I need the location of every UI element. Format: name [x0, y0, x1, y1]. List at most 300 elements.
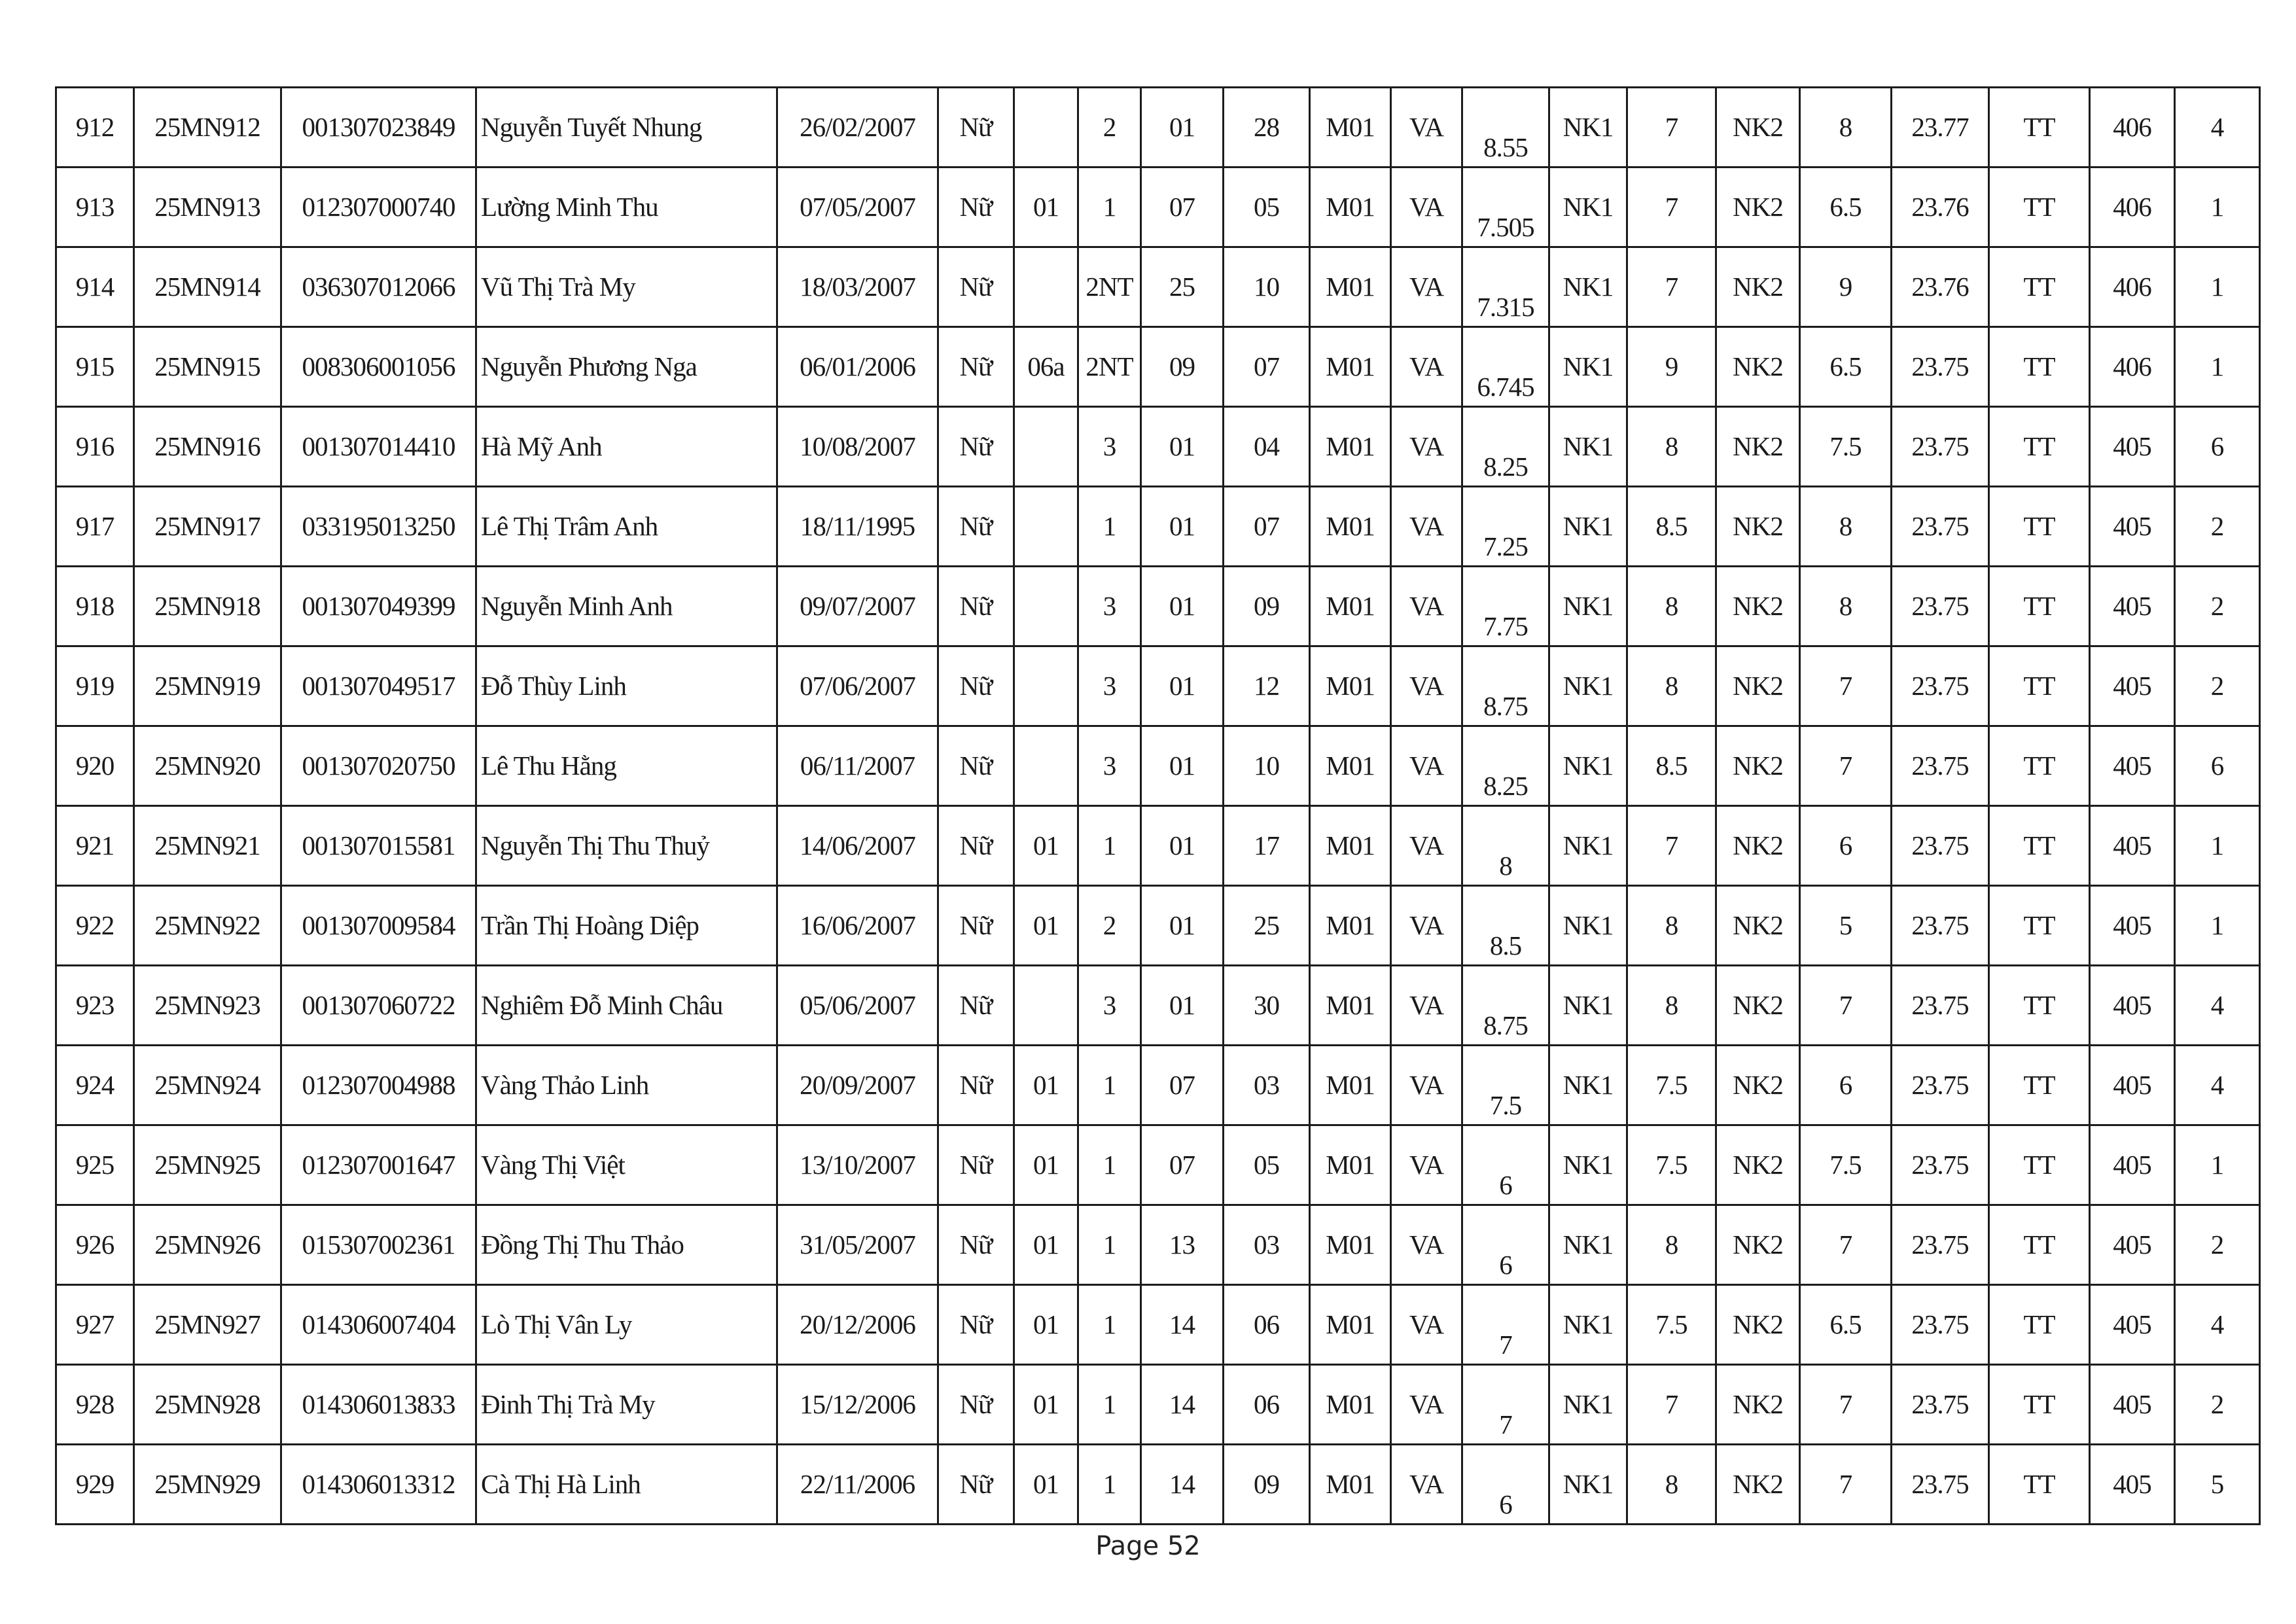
- cell-stt: 914: [56, 247, 134, 327]
- cell-gender: Nữ: [938, 1365, 1014, 1445]
- cell-gender: Nữ: [938, 806, 1014, 886]
- cell-full-name: Nguyễn Thị Thu Thuỷ: [476, 806, 777, 886]
- cell-subject-3-score: 8: [1800, 567, 1892, 646]
- cell-province-code: 14: [1141, 1365, 1224, 1445]
- cell-subject-2-score: 9: [1627, 327, 1716, 407]
- cell-priority-group: 01: [1014, 1205, 1078, 1285]
- cell-full-name: Vàng Thảo Linh: [476, 1046, 777, 1125]
- cell-subject-2-score: 7: [1627, 806, 1716, 886]
- cell-province-code: 01: [1141, 407, 1224, 487]
- cell-region: 1: [1078, 1445, 1141, 1525]
- cell-priority-group: [1014, 247, 1078, 327]
- cell-status: TT: [1989, 646, 2090, 726]
- cell-district-code: 06: [1224, 1285, 1310, 1365]
- cell-stt: 919: [56, 646, 134, 726]
- cell-subject-1-score: 8.55: [1462, 88, 1549, 168]
- cell-school-code: 405: [2090, 1365, 2175, 1445]
- cell-subject-1: VA: [1391, 247, 1462, 327]
- cell-total-score: 23.75: [1892, 886, 1989, 966]
- cell-candidate-code: 25MN921: [134, 806, 281, 886]
- cell-province-code: 14: [1141, 1285, 1224, 1365]
- table-row: [56, 407, 2260, 487]
- cell-subject-2-score: 7: [1627, 88, 1716, 168]
- cell-subject-1-score: 6.745: [1462, 327, 1549, 407]
- cell-subject-combo: M01: [1310, 88, 1391, 168]
- cell-subject-3: NK2: [1716, 1285, 1800, 1365]
- table-row: [56, 966, 2260, 1046]
- cell-subject-2-score: 8.5: [1627, 487, 1716, 567]
- cell-subject-1-score: 8.25: [1462, 726, 1549, 806]
- cell-full-name: Hà Mỹ Anh: [476, 407, 777, 487]
- cell-birth-date: 09/07/2007: [777, 567, 938, 646]
- cell-subject-2-score: 8: [1627, 966, 1716, 1046]
- cell-status: TT: [1989, 567, 2090, 646]
- cell-subject-combo: M01: [1310, 1125, 1391, 1205]
- cell-status: TT: [1989, 1125, 2090, 1205]
- cell-total-score: 23.75: [1892, 487, 1989, 567]
- cell-subject-2: NK1: [1549, 806, 1627, 886]
- cell-region: 2: [1078, 886, 1141, 966]
- table-row: [56, 247, 2260, 327]
- cell-region: 1: [1078, 806, 1141, 886]
- cell-full-name: Nguyễn Minh Anh: [476, 567, 777, 646]
- cell-wish-order: 1: [2175, 886, 2260, 966]
- cell-subject-3: NK2: [1716, 1125, 1800, 1205]
- cell-subject-3: NK2: [1716, 1445, 1800, 1525]
- cell-gender: Nữ: [938, 1205, 1014, 1285]
- cell-wish-order: 6: [2175, 407, 2260, 487]
- cell-subject-1: VA: [1391, 726, 1462, 806]
- cell-subject-combo: M01: [1310, 407, 1391, 487]
- cell-school-code: 406: [2090, 247, 2175, 327]
- cell-subject-1: VA: [1391, 966, 1462, 1046]
- cell-subject-3-score: 6.5: [1800, 1285, 1892, 1365]
- cell-priority-group: 01: [1014, 168, 1078, 247]
- cell-district-code: 10: [1224, 726, 1310, 806]
- cell-birth-date: 20/12/2006: [777, 1285, 938, 1365]
- cell-priority-group: [1014, 966, 1078, 1046]
- cell-subject-3: NK2: [1716, 646, 1800, 726]
- cell-gender: Nữ: [938, 168, 1014, 247]
- cell-gender: Nữ: [938, 726, 1014, 806]
- cell-priority-group: [1014, 567, 1078, 646]
- cell-total-score: 23.76: [1892, 247, 1989, 327]
- cell-id-number: 014306007404: [281, 1285, 476, 1365]
- cell-gender: Nữ: [938, 1285, 1014, 1365]
- cell-priority-group: 01: [1014, 1365, 1078, 1445]
- cell-province-code: 01: [1141, 646, 1224, 726]
- cell-wish-order: 2: [2175, 1365, 2260, 1445]
- cell-province-code: 01: [1141, 88, 1224, 168]
- cell-subject-combo: M01: [1310, 567, 1391, 646]
- cell-region: 3: [1078, 646, 1141, 726]
- cell-subject-1: VA: [1391, 806, 1462, 886]
- cell-id-number: 001307049399: [281, 567, 476, 646]
- cell-wish-order: 1: [2175, 1125, 2260, 1205]
- table-row: [56, 88, 2260, 168]
- cell-subject-1: VA: [1391, 567, 1462, 646]
- cell-school-code: 405: [2090, 646, 2175, 726]
- cell-district-code: 05: [1224, 1125, 1310, 1205]
- cell-subject-1: VA: [1391, 1125, 1462, 1205]
- cell-subject-1: VA: [1391, 1365, 1462, 1445]
- cell-full-name: Trần Thị Hoàng Diệp: [476, 886, 777, 966]
- cell-total-score: 23.75: [1892, 1365, 1989, 1445]
- cell-subject-1-score: 6: [1462, 1445, 1549, 1525]
- cell-total-score: 23.75: [1892, 646, 1989, 726]
- cell-district-code: 17: [1224, 806, 1310, 886]
- cell-subject-3: NK2: [1716, 726, 1800, 806]
- cell-region: 3: [1078, 966, 1141, 1046]
- cell-status: TT: [1989, 1365, 2090, 1445]
- table-row: [56, 1125, 2260, 1205]
- cell-province-code: 01: [1141, 726, 1224, 806]
- cell-subject-3-score: 9: [1800, 247, 1892, 327]
- cell-gender: Nữ: [938, 1445, 1014, 1525]
- cell-subject-2-score: 7.5: [1627, 1285, 1716, 1365]
- cell-district-code: 30: [1224, 966, 1310, 1046]
- cell-stt: 912: [56, 88, 134, 168]
- cell-wish-order: 2: [2175, 646, 2260, 726]
- cell-school-code: 405: [2090, 487, 2175, 567]
- cell-birth-date: 07/05/2007: [777, 168, 938, 247]
- cell-full-name: Đinh Thị Trà My: [476, 1365, 777, 1445]
- table-row: [56, 1046, 2260, 1125]
- cell-stt: 929: [56, 1445, 134, 1525]
- cell-gender: Nữ: [938, 646, 1014, 726]
- cell-subject-3: NK2: [1716, 1046, 1800, 1125]
- cell-priority-group: 01: [1014, 1285, 1078, 1365]
- cell-school-code: 405: [2090, 1285, 2175, 1365]
- cell-id-number: 015307002361: [281, 1205, 476, 1285]
- cell-status: TT: [1989, 1445, 2090, 1525]
- cell-candidate-code: 25MN927: [134, 1285, 281, 1365]
- cell-subject-1: VA: [1391, 327, 1462, 407]
- cell-subject-combo: M01: [1310, 886, 1391, 966]
- cell-gender: Nữ: [938, 407, 1014, 487]
- cell-full-name: Vũ Thị Trà My: [476, 247, 777, 327]
- cell-status: TT: [1989, 88, 2090, 168]
- cell-total-score: 23.75: [1892, 1285, 1989, 1365]
- cell-candidate-code: 25MN917: [134, 487, 281, 567]
- cell-subject-3-score: 7: [1800, 726, 1892, 806]
- cell-subject-3-score: 6.5: [1800, 327, 1892, 407]
- cell-district-code: 03: [1224, 1046, 1310, 1125]
- cell-subject-combo: M01: [1310, 247, 1391, 327]
- cell-candidate-code: 25MN913: [134, 168, 281, 247]
- cell-full-name: Đỗ Thùy Linh: [476, 646, 777, 726]
- cell-subject-1: VA: [1391, 88, 1462, 168]
- cell-subject-1-score: 6: [1462, 1205, 1549, 1285]
- cell-total-score: 23.75: [1892, 966, 1989, 1046]
- cell-wish-order: 5: [2175, 1445, 2260, 1525]
- cell-id-number: 012307000740: [281, 168, 476, 247]
- cell-subject-1-score: 8.5: [1462, 886, 1549, 966]
- cell-province-code: 07: [1141, 1125, 1224, 1205]
- cell-birth-date: 26/02/2007: [777, 88, 938, 168]
- cell-subject-3: NK2: [1716, 886, 1800, 966]
- cell-subject-2-score: 8: [1627, 407, 1716, 487]
- cell-subject-1: VA: [1391, 1046, 1462, 1125]
- cell-province-code: 13: [1141, 1205, 1224, 1285]
- cell-subject-1-score: 7.315: [1462, 247, 1549, 327]
- cell-status: TT: [1989, 886, 2090, 966]
- cell-full-name: Nguyễn Phương Nga: [476, 327, 777, 407]
- cell-district-code: 03: [1224, 1205, 1310, 1285]
- cell-gender: Nữ: [938, 966, 1014, 1046]
- cell-wish-order: 2: [2175, 567, 2260, 646]
- cell-region: 1: [1078, 1046, 1141, 1125]
- cell-birth-date: 14/06/2007: [777, 806, 938, 886]
- cell-full-name: Vàng Thị Việt: [476, 1125, 777, 1205]
- cell-subject-2: NK1: [1549, 327, 1627, 407]
- cell-subject-3: NK2: [1716, 567, 1800, 646]
- cell-school-code: 405: [2090, 806, 2175, 886]
- cell-candidate-code: 25MN928: [134, 1365, 281, 1445]
- cell-province-code: 25: [1141, 247, 1224, 327]
- cell-subject-combo: M01: [1310, 1285, 1391, 1365]
- cell-priority-group: [1014, 487, 1078, 567]
- cell-school-code: 406: [2090, 327, 2175, 407]
- cell-subject-1-score: 7.75: [1462, 567, 1549, 646]
- cell-birth-date: 07/06/2007: [777, 646, 938, 726]
- cell-region: 3: [1078, 567, 1141, 646]
- cell-subject-combo: M01: [1310, 806, 1391, 886]
- cell-subject-2: NK1: [1549, 1365, 1627, 1445]
- cell-id-number: 012307001647: [281, 1125, 476, 1205]
- cell-subject-combo: M01: [1310, 1205, 1391, 1285]
- cell-district-code: 04: [1224, 407, 1310, 487]
- cell-priority-group: 06a: [1014, 327, 1078, 407]
- cell-wish-order: 4: [2175, 966, 2260, 1046]
- cell-subject-3: NK2: [1716, 168, 1800, 247]
- cell-school-code: 405: [2090, 1046, 2175, 1125]
- cell-school-code: 405: [2090, 1125, 2175, 1205]
- cell-wish-order: 4: [2175, 1285, 2260, 1365]
- cell-subject-3: NK2: [1716, 88, 1800, 168]
- cell-birth-date: 15/12/2006: [777, 1365, 938, 1445]
- cell-subject-2-score: 7: [1627, 168, 1716, 247]
- cell-subject-2-score: 8: [1627, 1205, 1716, 1285]
- cell-gender: Nữ: [938, 247, 1014, 327]
- cell-full-name: Đồng Thị Thu Thảo: [476, 1205, 777, 1285]
- cell-subject-3-score: 8: [1800, 88, 1892, 168]
- cell-school-code: 405: [2090, 886, 2175, 966]
- cell-subject-2: NK1: [1549, 88, 1627, 168]
- cell-candidate-code: 25MN920: [134, 726, 281, 806]
- table-row: [56, 886, 2260, 966]
- cell-total-score: 23.75: [1892, 1205, 1989, 1285]
- cell-candidate-code: 25MN923: [134, 966, 281, 1046]
- page-number: Page 52: [1095, 1531, 1201, 1561]
- cell-total-score: 23.75: [1892, 726, 1989, 806]
- cell-id-number: 001307049517: [281, 646, 476, 726]
- cell-subject-1-score: 8.75: [1462, 646, 1549, 726]
- cell-stt: 915: [56, 327, 134, 407]
- cell-priority-group: [1014, 726, 1078, 806]
- cell-birth-date: 22/11/2006: [777, 1445, 938, 1525]
- cell-subject-3: NK2: [1716, 966, 1800, 1046]
- cell-priority-group: 01: [1014, 1445, 1078, 1525]
- cell-full-name: Nguyễn Tuyết Nhung: [476, 88, 777, 168]
- cell-candidate-code: 25MN922: [134, 886, 281, 966]
- table-row: [56, 1205, 2260, 1285]
- cell-subject-2: NK1: [1549, 966, 1627, 1046]
- cell-id-number: 001307060722: [281, 966, 476, 1046]
- cell-candidate-code: 25MN925: [134, 1125, 281, 1205]
- cell-region: 1: [1078, 1285, 1141, 1365]
- cell-region: 3: [1078, 407, 1141, 487]
- cell-region: 2NT: [1078, 247, 1141, 327]
- cell-status: TT: [1989, 247, 2090, 327]
- cell-subject-3: NK2: [1716, 487, 1800, 567]
- cell-gender: Nữ: [938, 1046, 1014, 1125]
- cell-stt: 913: [56, 168, 134, 247]
- cell-wish-order: 4: [2175, 88, 2260, 168]
- table-row: [56, 646, 2260, 726]
- cell-id-number: 014306013312: [281, 1445, 476, 1525]
- cell-status: TT: [1989, 806, 2090, 886]
- cell-district-code: 07: [1224, 487, 1310, 567]
- candidate-table: [55, 86, 2261, 1525]
- cell-stt: 928: [56, 1365, 134, 1445]
- cell-id-number: 014306013833: [281, 1365, 476, 1445]
- cell-subject-2: NK1: [1549, 247, 1627, 327]
- cell-status: TT: [1989, 407, 2090, 487]
- cell-subject-2-score: 7: [1627, 247, 1716, 327]
- cell-subject-2: NK1: [1549, 407, 1627, 487]
- cell-gender: Nữ: [938, 886, 1014, 966]
- cell-school-code: 406: [2090, 168, 2175, 247]
- cell-province-code: 07: [1141, 1046, 1224, 1125]
- cell-subject-3: NK2: [1716, 247, 1800, 327]
- cell-subject-3-score: 6.5: [1800, 168, 1892, 247]
- cell-district-code: 06: [1224, 1365, 1310, 1445]
- cell-subject-combo: M01: [1310, 966, 1391, 1046]
- cell-subject-3-score: 6: [1800, 1046, 1892, 1125]
- cell-birth-date: 06/11/2007: [777, 726, 938, 806]
- cell-subject-1-score: 7.5: [1462, 1046, 1549, 1125]
- cell-region: 1: [1078, 1205, 1141, 1285]
- cell-total-score: 23.75: [1892, 407, 1989, 487]
- cell-subject-3-score: 5: [1800, 886, 1892, 966]
- cell-district-code: 28: [1224, 88, 1310, 168]
- cell-subject-2: NK1: [1549, 1445, 1627, 1525]
- cell-priority-group: 01: [1014, 806, 1078, 886]
- cell-total-score: 23.75: [1892, 567, 1989, 646]
- cell-subject-2: NK1: [1549, 1125, 1627, 1205]
- cell-province-code: 07: [1141, 168, 1224, 247]
- cell-wish-order: 2: [2175, 487, 2260, 567]
- cell-priority-group: [1014, 646, 1078, 726]
- cell-total-score: 23.75: [1892, 1445, 1989, 1525]
- cell-stt: 920: [56, 726, 134, 806]
- cell-subject-3-score: 8: [1800, 487, 1892, 567]
- cell-subject-1-score: 7.25: [1462, 487, 1549, 567]
- cell-subject-1: VA: [1391, 886, 1462, 966]
- cell-region: 2NT: [1078, 327, 1141, 407]
- cell-subject-combo: M01: [1310, 168, 1391, 247]
- cell-subject-combo: M01: [1310, 1046, 1391, 1125]
- cell-district-code: 07: [1224, 327, 1310, 407]
- cell-total-score: 23.75: [1892, 806, 1989, 886]
- cell-subject-combo: M01: [1310, 1445, 1391, 1525]
- cell-wish-order: 2: [2175, 1205, 2260, 1285]
- cell-region: 3: [1078, 726, 1141, 806]
- cell-subject-3: NK2: [1716, 1205, 1800, 1285]
- cell-subject-3-score: 7: [1800, 1445, 1892, 1525]
- cell-priority-group: [1014, 88, 1078, 168]
- cell-subject-combo: M01: [1310, 646, 1391, 726]
- cell-birth-date: 31/05/2007: [777, 1205, 938, 1285]
- table-row: [56, 1445, 2260, 1525]
- cell-subject-3: NK2: [1716, 1365, 1800, 1445]
- cell-priority-group: [1014, 407, 1078, 487]
- cell-subject-2-score: 8: [1627, 1445, 1716, 1525]
- cell-subject-2-score: 8: [1627, 567, 1716, 646]
- cell-subject-3: NK2: [1716, 806, 1800, 886]
- cell-school-code: 405: [2090, 567, 2175, 646]
- cell-id-number: 008306001056: [281, 327, 476, 407]
- cell-subject-2: NK1: [1549, 726, 1627, 806]
- cell-district-code: 09: [1224, 1445, 1310, 1525]
- cell-subject-1: VA: [1391, 1445, 1462, 1525]
- cell-status: TT: [1989, 1285, 2090, 1365]
- cell-birth-date: 16/06/2007: [777, 886, 938, 966]
- table-row: [56, 487, 2260, 567]
- cell-subject-2-score: 8.5: [1627, 726, 1716, 806]
- table-row: [56, 806, 2260, 886]
- cell-gender: Nữ: [938, 1125, 1014, 1205]
- cell-school-code: 405: [2090, 407, 2175, 487]
- table-row: [56, 168, 2260, 247]
- cell-region: 1: [1078, 1125, 1141, 1205]
- table-row: [56, 1365, 2260, 1445]
- cell-total-score: 23.76: [1892, 168, 1989, 247]
- cell-wish-order: 4: [2175, 1046, 2260, 1125]
- cell-id-number: 001307014410: [281, 407, 476, 487]
- cell-status: TT: [1989, 168, 2090, 247]
- cell-subject-2: NK1: [1549, 1205, 1627, 1285]
- cell-school-code: 405: [2090, 966, 2175, 1046]
- cell-subject-1: VA: [1391, 168, 1462, 247]
- cell-wish-order: 1: [2175, 168, 2260, 247]
- cell-birth-date: 18/03/2007: [777, 247, 938, 327]
- cell-wish-order: 1: [2175, 806, 2260, 886]
- cell-subject-1-score: 8: [1462, 806, 1549, 886]
- cell-stt: 925: [56, 1125, 134, 1205]
- cell-province-code: 01: [1141, 806, 1224, 886]
- cell-district-code: 09: [1224, 567, 1310, 646]
- cell-subject-1-score: 6: [1462, 1125, 1549, 1205]
- cell-region: 2: [1078, 88, 1141, 168]
- cell-subject-2: NK1: [1549, 567, 1627, 646]
- cell-school-code: 405: [2090, 1205, 2175, 1285]
- cell-total-score: 23.75: [1892, 1125, 1989, 1205]
- cell-subject-1-score: 8.75: [1462, 966, 1549, 1046]
- cell-status: TT: [1989, 966, 2090, 1046]
- cell-subject-3: NK2: [1716, 327, 1800, 407]
- cell-status: TT: [1989, 1205, 2090, 1285]
- cell-subject-3-score: 7: [1800, 1365, 1892, 1445]
- cell-id-number: 001307009584: [281, 886, 476, 966]
- cell-subject-1-score: 7.505: [1462, 168, 1549, 247]
- cell-school-code: 406: [2090, 88, 2175, 168]
- cell-id-number: 012307004988: [281, 1046, 476, 1125]
- cell-birth-date: 10/08/2007: [777, 407, 938, 487]
- cell-candidate-code: 25MN926: [134, 1205, 281, 1285]
- cell-status: TT: [1989, 327, 2090, 407]
